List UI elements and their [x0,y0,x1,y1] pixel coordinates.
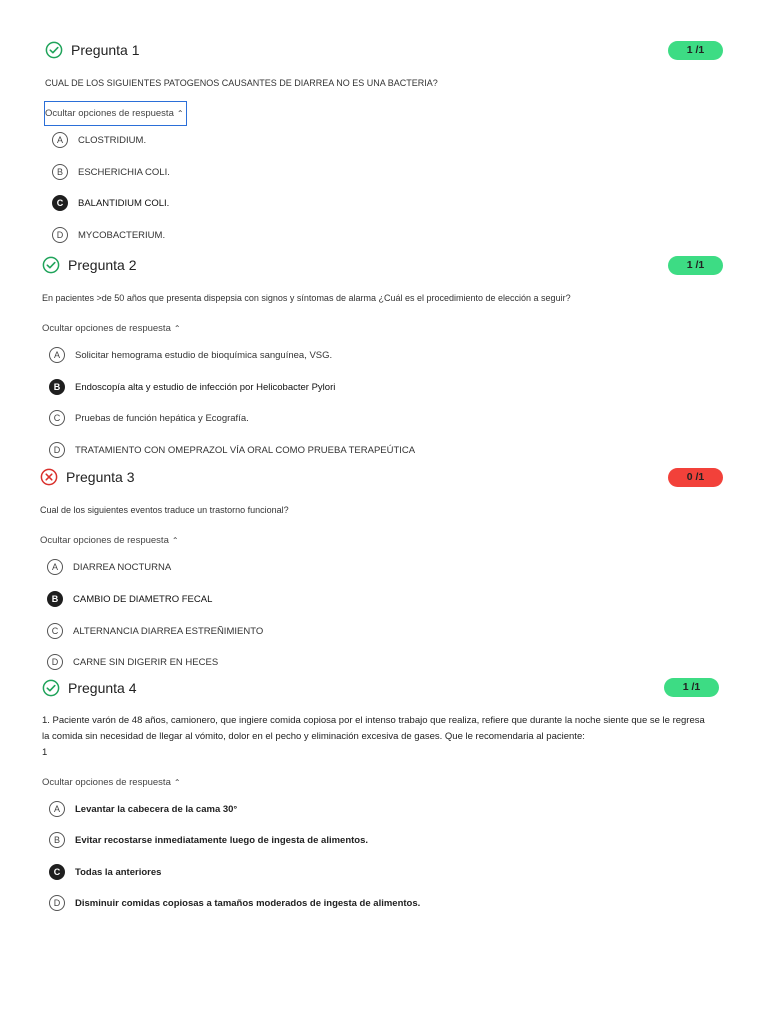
question-text-line: la comida sin necesidad de llegar al vómito, dolor en el pecho y eliminación excesiva de gases. Que le recomendaria al paciente: [42,731,585,742]
option-label: CAMBIO DE DIAMETRO FECAL [73,593,213,605]
score-badge: 1 /1 [668,256,723,275]
question-text-line: 1. Paciente varón de 48 años, camionero, que ingiere comida copiosa por el intenso trabajo que realiza, refiere que durante la noche siente que se le regresa [42,715,705,726]
option-label: TRATAMIENTO CON OMEPRAZOL VÍA ORAL COMO PRUEBA TERAPEÚTICA [75,444,416,456]
option-a[interactable] [49,347,332,363]
option-letter: A [52,132,68,148]
chevron-up-icon: ⌃ [173,778,181,787]
option-c-selected[interactable] [52,195,169,211]
score-badge: 1 /1 [664,678,719,697]
option-d[interactable] [49,895,420,911]
option-label: DIARREA NOCTURNA [73,561,172,573]
option-d[interactable] [47,654,218,670]
hide-options-toggle[interactable] [44,101,187,126]
question-title: Pregunta 1 [71,42,140,58]
option-label: MYCOBACTERIUM. [78,229,166,241]
chevron-up-icon: ⌃ [171,536,179,545]
option-letter: C [47,623,63,639]
toggle-label: Ocultar opciones de respuesta [45,108,174,119]
option-letter: C [52,195,68,211]
option-letter: B [49,379,65,395]
question-header [42,677,137,699]
score-badge: 0 /1 [668,468,723,487]
option-b[interactable] [52,164,170,180]
option-label: Evitar recostarse inmediatamente luego de ingesta de alimentos. [75,834,369,846]
option-letter: A [47,559,63,575]
option-a[interactable] [52,132,146,148]
option-letter: D [49,895,65,911]
question-title: Pregunta 2 [68,257,137,273]
option-c-selected[interactable] [49,864,161,880]
option-letter: B [52,164,68,180]
option-label: ESCHERICHIA COLI. [78,166,170,178]
question-text: Cual de los siguientes eventos traduce un trastorno funcional? [40,505,289,515]
option-letter: B [47,591,63,607]
option-c[interactable] [47,623,263,639]
check-circle-icon [42,256,60,274]
score-badge: 1 /1 [668,41,723,60]
toggle-label: Ocultar opciones de respuesta [42,323,171,334]
check-circle-icon [42,679,60,697]
question-text: En pacientes >de 50 años que presenta dispepsia con signos y síntomas de alarma ¿Cuál es el procedimiento de elección a seguir? [42,293,571,303]
option-letter: D [49,442,65,458]
option-letter: A [49,801,65,817]
option-letter: C [49,410,65,426]
hide-options-toggle[interactable] [42,777,181,788]
option-label: Disminuir comidas copiosas a tamaños moderados de ingesta de alimentos. [75,897,421,909]
option-letter: C [49,864,65,880]
chevron-up-icon: ⌃ [176,109,184,118]
hide-options-toggle[interactable] [42,323,181,334]
option-label: Pruebas de función hepática y Ecografía. [75,412,249,424]
option-label: ALTERNANCIA DIARREA ESTREÑIMIENTO [73,625,264,637]
option-letter: A [49,347,65,363]
option-label: CARNE SIN DIGERIR EN HECES [73,656,219,668]
option-letter: D [47,654,63,670]
option-b[interactable] [49,832,368,848]
option-a[interactable] [49,801,237,817]
x-circle-icon [40,468,58,486]
option-d[interactable] [49,442,415,458]
hide-options-toggle[interactable] [40,535,179,546]
option-label: Todas la anteriores [75,866,162,878]
question-header [45,39,140,61]
toggle-label: Ocultar opciones de respuesta [42,777,171,788]
option-label: CLOSTRIDIUM. [78,134,147,146]
option-label: Solicitar hemograma estudio de bioquímica sanguínea, VSG. [75,349,333,361]
option-a[interactable] [47,559,171,575]
option-b-selected[interactable] [47,591,212,607]
option-b-selected[interactable] [49,379,335,395]
toggle-label: Ocultar opciones de respuesta [40,535,169,546]
question-text [42,713,742,761]
question-title: Pregunta 3 [66,469,135,485]
option-letter: B [49,832,65,848]
question-text-line: 1 [42,747,48,758]
question-header [40,466,135,488]
option-d[interactable] [52,227,165,243]
question-text: CUAL DE LOS SIGUIENTES PATOGENOS CAUSANTES DE DIARREA NO ES UNA BACTERIA? [45,78,438,88]
check-circle-icon [45,41,63,59]
option-label: Levantar la cabecera de la cama 30° [75,803,238,815]
option-label: Endoscopía alta y estudio de infección por Helicobacter Pylori [75,381,336,393]
question-header [42,254,137,276]
option-label: BALANTIDIUM COLI. [78,197,170,209]
option-letter: D [52,227,68,243]
question-title: Pregunta 4 [68,680,137,696]
option-c[interactable] [49,410,249,426]
chevron-up-icon: ⌃ [173,324,181,333]
